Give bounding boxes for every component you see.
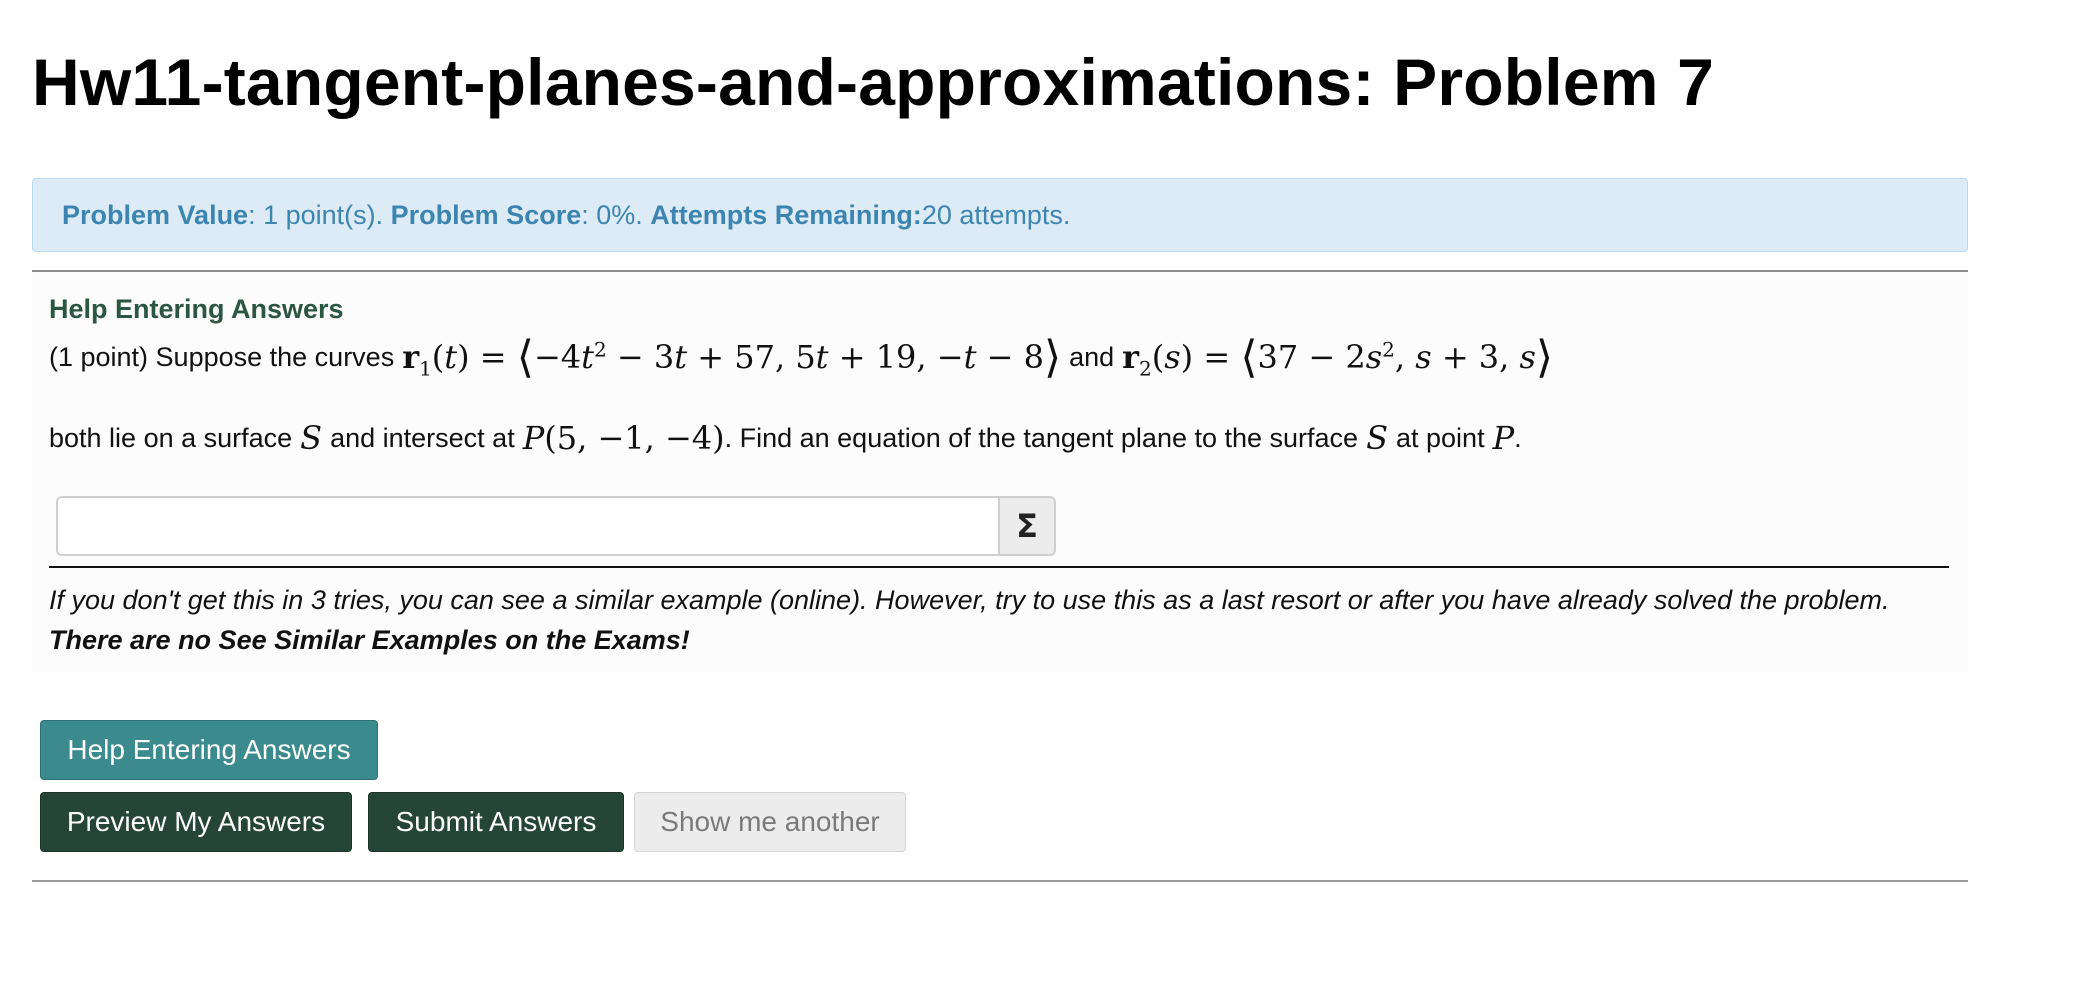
help-entering-answers-heading: Help Entering Answers [49,294,344,324]
problem-intro-text: (1 point) Suppose the curves [49,341,395,372]
r2-component-2: + 3, [1431,337,1520,376]
r2-component-3-variable: s [1519,337,1536,376]
r1-symbol: r [402,337,420,376]
r1-component-3: − 8 [976,337,1044,376]
point-name-2: P [1492,419,1515,457]
r1-coefficient: −4 [533,337,582,376]
line2-text-c: . Find an equation of the tangent plane to the surface [724,422,1359,453]
point-name: P [522,419,545,457]
submit-answers-button[interactable]: Submit Answers [368,792,624,852]
sigma-icon: Σ [1016,507,1038,545]
similar-example-hint [49,580,1929,660]
r2-exponent: 2 [1382,336,1395,361]
r1-term-2-variable: t [674,337,688,376]
problem-value-label: Problem Value [62,199,249,230]
r1-term-3: + 57, 5 [687,337,816,376]
problem-divider [49,566,1949,568]
r1-equation: $r_1(t)$ = $⟨-4t^2 - 3t + 57$, 5t + 19, −t − 8⟩ [402,331,1062,383]
help-entering-answers-button[interactable]: Help Entering Answers [40,720,378,780]
surface-symbol [300,419,322,457]
line2-text-b: and intersect at [330,422,515,453]
surface-variable: S [300,419,323,457]
attempts-remaining-text: 20 attempts. [921,199,1071,230]
equation-editor-button[interactable] [998,496,1056,556]
surface-variable-2: S [1366,419,1388,457]
point-symbol-2 [1493,419,1515,457]
r2-symbol: r [1122,337,1140,376]
bottom-divider [32,880,1968,882]
answer-field-group [56,496,1056,556]
line2-text-a: both lie on a surface [49,422,293,453]
answer-input[interactable] [56,496,998,556]
r1-term-3-variable: t [815,337,829,376]
and-word: and [1069,341,1115,372]
problem-score-label: Problem Score [390,199,582,230]
problem-score-text: : 0%. [581,199,643,230]
r1-component-3-variable: t [963,337,977,376]
r2-variable: s [1164,337,1181,376]
problem-value-text: : 1 point(s). [248,199,384,230]
r2-equation: $r_2(s)$ = ⟨37 − $2s^2$, s + 3, s⟩ [1122,331,1554,383]
r1-subscript: 1 [419,355,432,380]
attempts-remaining-label: Attempts Remaining: [650,199,922,230]
problem-statement-line-2 [49,418,1522,458]
problem-info-banner [32,178,1968,252]
r1-variable: t [444,337,458,376]
line2-text-d: at point [1396,422,1485,453]
hint-bold-text: There are no See Similar Examples on the Exams! [49,625,690,655]
show-me-another-button[interactable]: Show me another [634,792,906,852]
surface-symbol-2 [1366,419,1388,457]
hint-text: If you don't get this in 3 tries, you can see a similar example (online). However, try to use this as a last resort or after you have already solved the problem. [49,585,1890,615]
r1-component-2: + 19, − [828,337,964,376]
line2-period: . [1514,422,1522,453]
r1-term-variable: t [581,337,594,376]
page-title: Hw11-tangent-planes-and-approximations: Problem 7 [32,45,1715,119]
r2-component-1-variable: s [1365,337,1383,376]
point-expression [523,419,725,457]
point-coordinates: (5, −1, −4) [544,419,725,457]
preview-answers-button[interactable]: Preview My Answers [40,792,352,852]
problem-statement-line-1 [49,332,1561,382]
problem-body [32,270,1968,672]
r1-exponent: 2 [593,336,607,361]
r2-component-1: 37 − 2 [1257,337,1366,376]
r2-component-2-variable: s [1415,337,1432,376]
r1-term-2: − 3 [606,337,675,376]
r2-subscript: 2 [1139,355,1152,380]
